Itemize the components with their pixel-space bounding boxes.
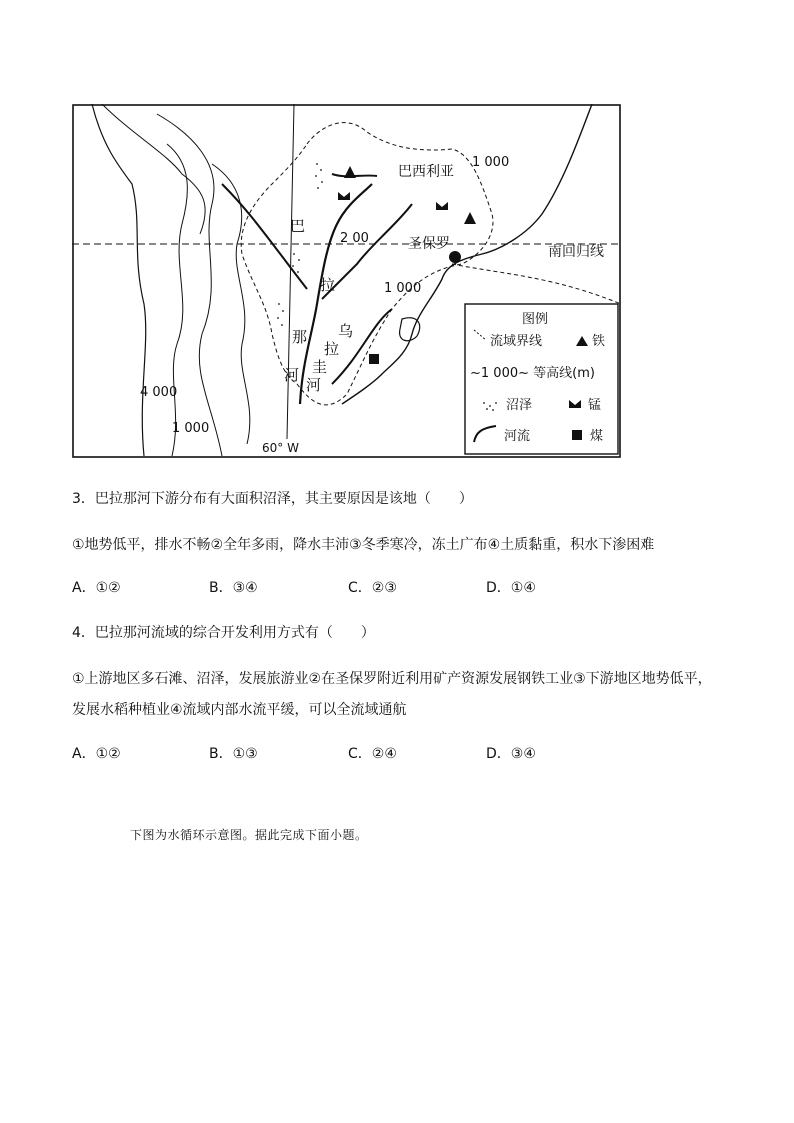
- legend-title: 图例: [522, 312, 549, 327]
- legend-boundary: 流域界线: [490, 334, 543, 349]
- uruguay-char-4: 河: [306, 376, 322, 394]
- q3-option-a[interactable]: A．①②: [72, 580, 121, 596]
- question-3-stem: 3．巴拉那河下游分布有大面积沼泽，其主要原因是该地（ ）: [72, 491, 473, 507]
- legend-contour: ~1 000~ 等高线(m): [470, 366, 595, 381]
- question-4-statements-line1: ①上游地区多石滩、沼泽，发展旅游业②在圣保罗附近利用矿产资源发展钢铁工业③下游地区地势低平，: [72, 671, 712, 687]
- parana-char-2: 拉: [320, 276, 336, 294]
- saopaulo-label: 圣保罗: [408, 236, 450, 252]
- tropic-label: 南回归线: [548, 244, 604, 260]
- contour-label-west: 1 000: [172, 421, 210, 436]
- map-figure: [72, 104, 621, 458]
- uruguay-char-2: 拉: [324, 340, 340, 358]
- q4-option-b[interactable]: B．①③: [209, 746, 258, 762]
- question-4-stem: 4．巴拉那河流域的综合开发利用方式有（ ）: [72, 625, 375, 641]
- q4-option-a[interactable]: A．①②: [72, 746, 121, 762]
- q3-option-b[interactable]: B．③④: [209, 580, 258, 596]
- legend-coal-icon: [572, 430, 582, 440]
- parana-char-1: 巴: [290, 217, 306, 235]
- coal-symbol: [369, 354, 379, 364]
- legend: [465, 304, 618, 454]
- meridian-label: 60° W: [262, 441, 299, 455]
- legend-manganese: 锰: [588, 398, 602, 413]
- next-section-intro: 下图为水循环示意图。据此完成下面小题。: [130, 828, 368, 842]
- saopaulo-city-dot: [449, 251, 461, 263]
- q4-option-d[interactable]: D．③④: [486, 746, 536, 762]
- parana-char-3: 那: [292, 328, 308, 346]
- parana-char-4: 河: [284, 366, 300, 384]
- contour-label-ne: 1 000: [472, 155, 510, 170]
- contour-label-200: 2 00: [340, 231, 369, 246]
- uruguay-char-1: 乌: [338, 322, 354, 340]
- legend-swamp: 沼泽: [506, 398, 533, 413]
- legend-iron: 铁: [592, 334, 606, 349]
- uruguay-char-3: 圭: [312, 358, 328, 376]
- question-4-statements-line2: 发展水稻种植业④流域内部水流平缓，可以全流域通航: [72, 702, 407, 718]
- parana-basin-map: [72, 104, 621, 458]
- legend-river: 河流: [504, 429, 531, 444]
- contour-label-east: 1 000: [384, 281, 422, 296]
- q3-option-c[interactable]: C．②③: [348, 580, 397, 596]
- q3-option-d[interactable]: D．①④: [486, 580, 536, 596]
- question-3-statements: ①地势低平，排水不畅②全年多雨，降水丰沛③冬季寒冷，冻土广布④土质黏重，积水下渗困难: [72, 537, 655, 553]
- legend-coal: 煤: [590, 429, 604, 444]
- q4-option-c[interactable]: C．②④: [348, 746, 397, 762]
- brazil-label: 巴西利亚: [398, 164, 454, 180]
- contour-label-4000: 4 000: [140, 385, 178, 400]
